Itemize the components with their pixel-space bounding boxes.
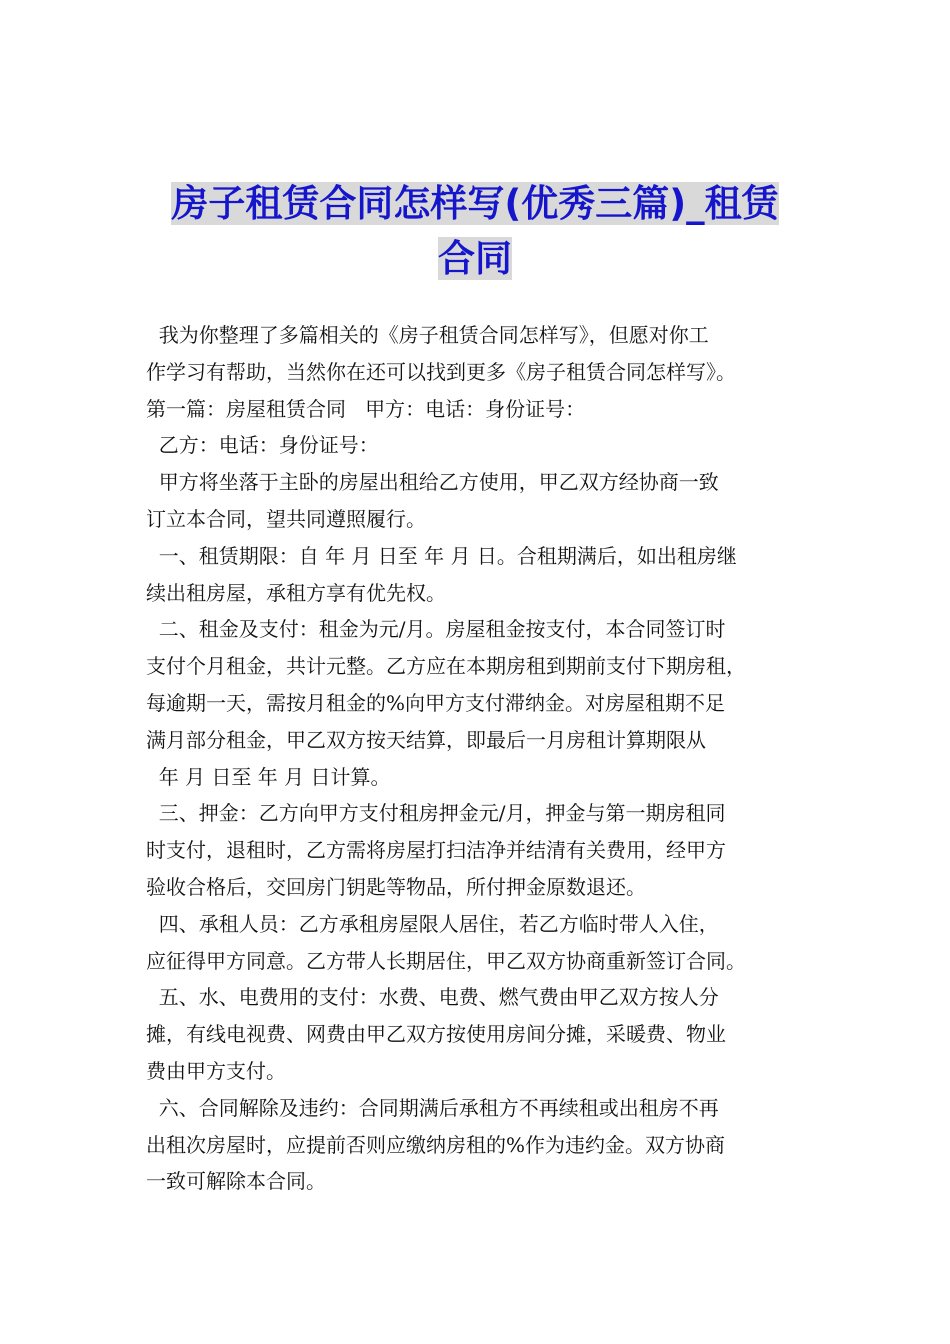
body-line: 第一篇：房屋租赁合同 甲方：电话：身份证号： — [146, 396, 586, 421]
body-line: 五、水、电费用的支付：水费、电费、燃气费由甲乙双方按人分 — [146, 985, 719, 1010]
body-line: 一致可解除本合同。 — [146, 1169, 326, 1194]
document-body — [146, 317, 836, 1200]
body-line: 六、合同解除及违约：合同期满后承租方不再续租或出租房不再 — [146, 1095, 719, 1120]
body-line: 作学习有帮助，当然你在还可以找到更多《房子租赁合同怎样写》。 — [146, 359, 736, 384]
body-line: 时支付，退租时，乙方需将房屋打扫洁净并结清有关费用，经甲方 — [146, 838, 726, 863]
body-line: 出租次房屋时，应提前否则应缴纳房租的%作为违约金。双方协商 — [146, 1132, 726, 1157]
body-line: 二、租金及支付：租金为元/月。房屋租金按支付，本合同签订时 — [146, 617, 726, 642]
body-line: 验收合格后，交回房门钥匙等物品，所付押金原数退还。 — [146, 874, 646, 899]
body-line: 甲方将坐落于主卧的房屋出租给乙方使用，甲乙双方经协商一致 — [146, 470, 719, 495]
body-line: 三、押金：乙方向甲方支付租房押金元/月，押金与第一期房租同 — [146, 801, 726, 826]
body-line: 应征得甲方同意。乙方带人长期居住，甲乙双方协商重新签订合同。 — [146, 948, 746, 973]
body-line: 满月部分租金，甲乙双方按天结算，即最后一月房租计算期限从 — [146, 727, 706, 752]
body-line: 乙方：电话：身份证号： — [146, 433, 379, 458]
title-line-1: 房子租赁合同怎样写(优秀三篇)_租赁 — [171, 182, 779, 225]
body-line: 订立本合同，望共同遵照履行。 — [146, 506, 426, 531]
title-line-2: 合同 — [438, 237, 512, 280]
body-line: 费由甲方支付。 — [146, 1058, 286, 1083]
body-line: 一、租赁期限：自 年 月 日至 年 月 日。合租期满后，如出租房继 — [146, 543, 737, 568]
body-line: 续出租房屋，承租方享有优先权。 — [146, 580, 446, 605]
body-line: 我为你整理了多篇相关的《房子租赁合同怎样写》，但愿对你工 — [146, 323, 709, 347]
body-line: 每逾期一天，需按月租金的%向甲方支付滞纳金。对房屋租期不足 — [146, 690, 726, 715]
body-line: 年 月 日至 年 月 日计算。 — [146, 764, 391, 789]
body-line: 支付个月租金，共计元整。乙方应在本期房租到期前支付下期房租， — [146, 654, 746, 679]
body-line: 四、承租人员：乙方承租房屋限人居住，若乙方临时带人入住， — [146, 911, 719, 936]
body-line: 摊，有线电视费、网费由甲乙双方按使用房间分摊，采暖费、物业 — [146, 1022, 726, 1047]
document-title — [120, 176, 830, 286]
